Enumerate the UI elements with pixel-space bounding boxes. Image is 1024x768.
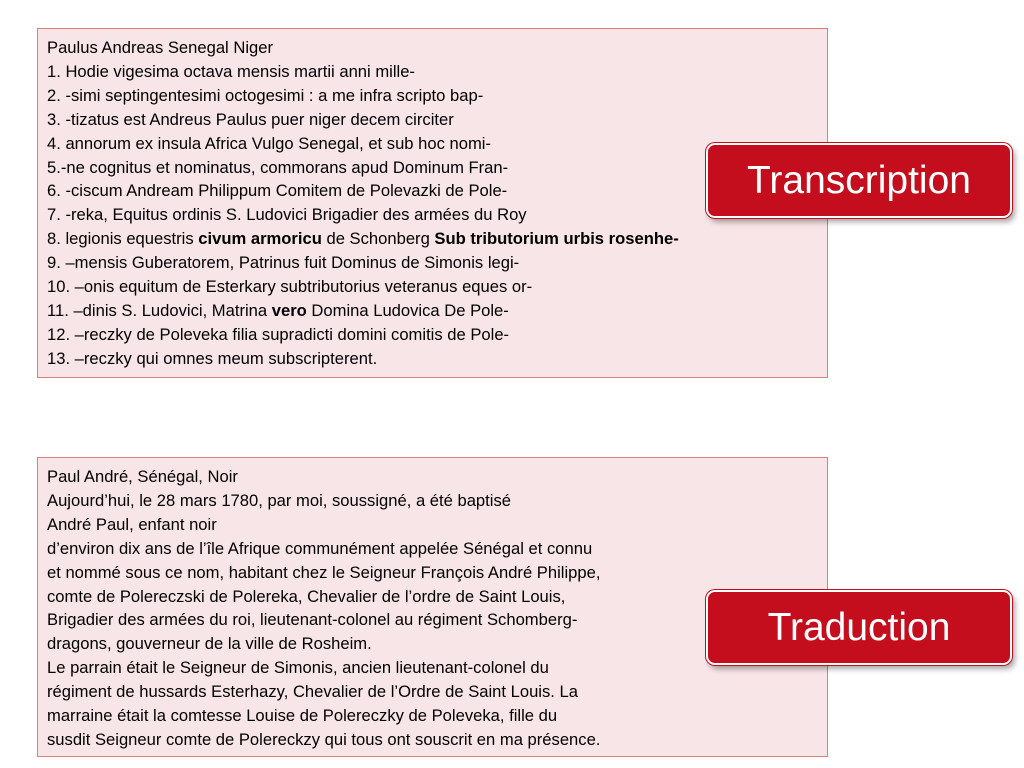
traduction-label-button: Traduction	[706, 590, 1012, 665]
traduction-line: marraine était la comtesse Louise de Polereczky de Poleveka, fille du	[47, 706, 558, 726]
traduction-line: Aujourd’hui, le 28 mars 1780, par moi, soussigné, a été baptisé	[47, 490, 511, 510]
traduction-line: dragons, gouverneur de la ville de Rosheim.	[47, 634, 372, 654]
transcription-line: 11. –dinis S. Ludovici, Matrina vero Domina Ludovica De Pole-	[47, 300, 509, 320]
traduction-line: et nommé sous ce nom, habitant chez le Seigneur François André Philippe,	[47, 562, 601, 582]
transcription-line: 1. Hodie vigesima octava mensis martii anni mille-	[47, 61, 415, 81]
bold-phrase: Sub tributorium urbis rosenhe-	[434, 229, 679, 249]
transcription-title: Paulus Andreas Senegal Niger	[47, 38, 274, 57]
transcription-line: 13. –reczky qui omnes meum subscripterent.	[47, 348, 378, 368]
traduction-line: Le parrain était le Seigneur de Simonis, ancien lieutenant-colonel du	[47, 658, 549, 678]
bold-phrase: civum armoricu	[198, 229, 322, 249]
transcription-line: 5.-ne cognitus et nominatus, commorans apud Dominum Fran-	[47, 157, 509, 177]
transcription-line: 3. -tizatus est Andreus Paulus puer niger decem circiter	[47, 109, 454, 129]
transcription-line: 4. annorum ex insula Africa Vulgo Senegal, et sub hoc nomi-	[47, 133, 491, 153]
transcription-line: 12. –reczky de Poleveka filia supradicti domini comitis de Pole-	[47, 324, 510, 344]
transcription-line: 9. –mensis Guberatorem, Patrinus fuit Dominus de Simonis legi-	[47, 253, 520, 273]
transcription-line: 8. legionis equestris civum armoricu de Schonberg Sub tributorium urbis rosenhe-	[47, 229, 679, 249]
transcription-line: 2. -simi septingentesimi octogesimi : a me infra scripto bap-	[47, 85, 484, 105]
traduction-line: d’environ dix ans de l’île Afrique communément appelée Sénégal et connu	[47, 538, 593, 558]
bold-phrase: vero	[271, 300, 307, 320]
transcription-line: 6. -ciscum Andream Philippum Comitem de Polevazki de Pole-	[47, 181, 508, 201]
transcription-line: 10. –onis equitum de Esterkary subtributorius veteranus eques or-	[47, 277, 533, 297]
traduction-line: régiment de hussards Esterhazy, Chevalier de l’Ordre de Saint Louis. La	[47, 682, 578, 702]
traduction-line: susdit Seigneur comte de Polereckzy qui tous ont souscrit en ma présence.	[47, 729, 601, 749]
transcription-label-button: Transcription	[706, 143, 1012, 218]
traduction-line: comte de Polereczski de Polereka, Chevalier de l’ordre de Saint Louis,	[47, 586, 566, 606]
traduction-line: Paul André, Sénégal, Noir	[47, 467, 238, 486]
transcription-line: 7. -reka, Equitus ordinis S. Ludovici Brigadier des armées du Roy	[47, 205, 527, 225]
traduction-line: André Paul, enfant noir	[47, 514, 217, 534]
traduction-line: Brigadier des armées du roi, lieutenant-colonel au régiment Schomberg-	[47, 610, 578, 630]
